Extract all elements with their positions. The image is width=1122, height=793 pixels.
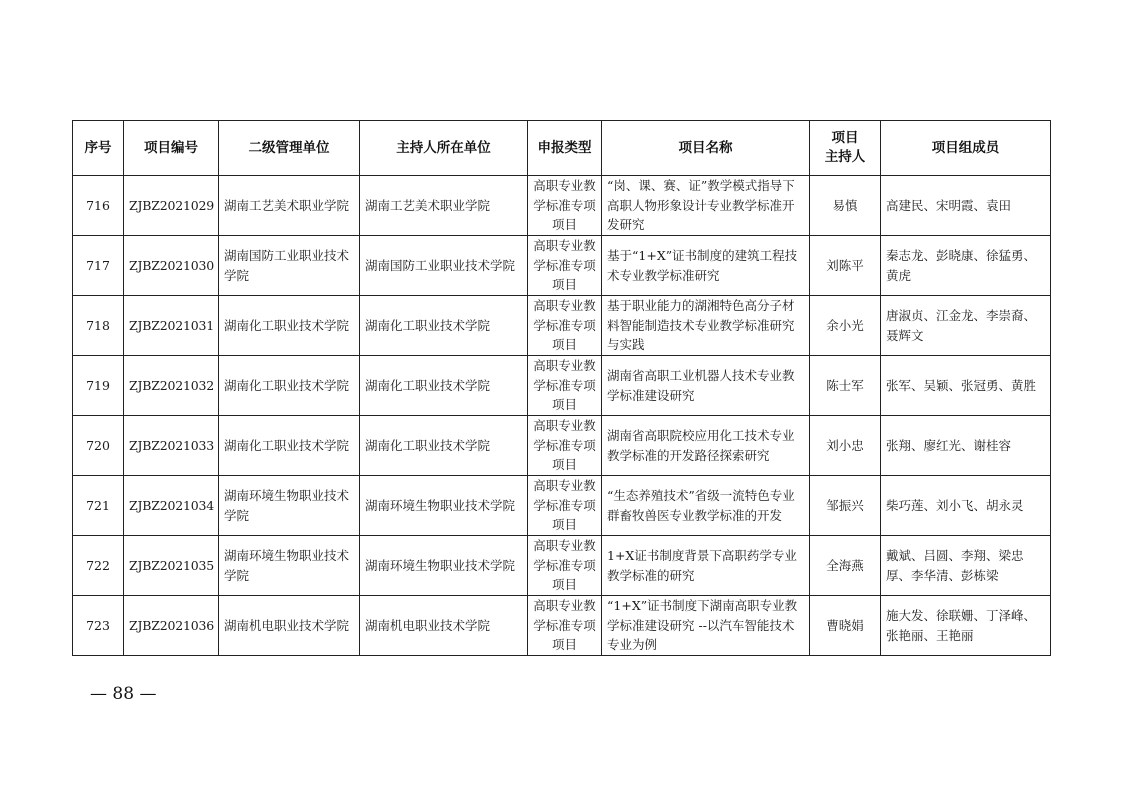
project-name-cell: 基于职业能力的湖湘特色高分子材料智能制造技术专业教学标准研究与实践 — [602, 296, 810, 356]
project-host-cell: 刘陈平 — [810, 236, 881, 296]
project-members-cell: 高建民、宋明霞、袁田 — [881, 176, 1051, 236]
header-cell: 申报类型 — [528, 121, 602, 176]
project-code-cell: ZJBZ2021030 — [124, 236, 219, 296]
management-unit-cell: 湖南化工职业技术学院 — [219, 296, 360, 356]
host-unit-cell: 湖南环境生物职业技术学院 — [360, 536, 528, 596]
application-type-cell: 高职专业教学标准专项项目 — [528, 296, 602, 356]
header-cell: 二级管理单位 — [219, 121, 360, 176]
row-number-cell: 720 — [73, 416, 124, 476]
project-code-cell: ZJBZ2021034 — [124, 476, 219, 536]
header-cell: 项目编号 — [124, 121, 219, 176]
table-row — [73, 536, 1051, 596]
host-unit-cell: 湖南环境生物职业技术学院 — [360, 476, 528, 536]
project-host-cell: 刘小忠 — [810, 416, 881, 476]
table-row — [73, 296, 1051, 356]
application-type-cell: 高职专业教学标准专项项目 — [528, 596, 602, 656]
host-unit-cell: 湖南工艺美术职业学院 — [360, 176, 528, 236]
table-row — [73, 356, 1051, 416]
host-unit-cell: 湖南机电职业技术学院 — [360, 596, 528, 656]
host-unit-cell: 湖南国防工业职业技术学院 — [360, 236, 528, 296]
management-unit-cell: 湖南化工职业技术学院 — [219, 356, 360, 416]
row-number-cell: 723 — [73, 596, 124, 656]
project-host-cell: 全海燕 — [810, 536, 881, 596]
project-members-cell: 戴斌、吕圆、李翔、梁忠厚、李华清、彭栋梁 — [881, 536, 1051, 596]
row-number-cell: 719 — [73, 356, 124, 416]
table-row — [73, 596, 1051, 656]
application-type-cell: 高职专业教学标准专项项目 — [528, 356, 602, 416]
application-type-cell: 高职专业教学标准专项项目 — [528, 176, 602, 236]
row-number-cell: 718 — [73, 296, 124, 356]
table-row — [73, 176, 1051, 236]
header-cell: 项目组成员 — [881, 121, 1051, 176]
project-name-cell: 1+X证书制度背景下高职药学专业教学标准的研究 — [602, 536, 810, 596]
project-table — [72, 120, 1051, 656]
header-cell: 项目 主持人 — [810, 121, 881, 176]
row-number-cell: 717 — [73, 236, 124, 296]
management-unit-cell: 湖南国防工业职业技术学院 — [219, 236, 360, 296]
table-row — [73, 236, 1051, 296]
project-name-cell: 基于“1+X”证书制度的建筑工程技术专业教学标准研究 — [602, 236, 810, 296]
host-unit-cell: 湖南化工职业技术学院 — [360, 416, 528, 476]
project-host-cell: 易慎 — [810, 176, 881, 236]
table-row — [73, 476, 1051, 536]
project-code-cell: ZJBZ2021035 — [124, 536, 219, 596]
header-cell: 项目名称 — [602, 121, 810, 176]
project-members-cell: 施大发、徐联姗、丁泽峰、张艳丽、王艳丽 — [881, 596, 1051, 656]
application-type-cell: 高职专业教学标准专项项目 — [528, 476, 602, 536]
project-code-cell: ZJBZ2021032 — [124, 356, 219, 416]
row-number-cell: 721 — [73, 476, 124, 536]
project-host-cell: 曹晓娟 — [810, 596, 881, 656]
management-unit-cell: 湖南环境生物职业技术学院 — [219, 536, 360, 596]
project-members-cell: 张翔、廖红光、谢桂容 — [881, 416, 1051, 476]
project-code-cell: ZJBZ2021029 — [124, 176, 219, 236]
project-code-cell: ZJBZ2021033 — [124, 416, 219, 476]
header-cell: 主持人所在单位 — [360, 121, 528, 176]
project-members-cell: 秦志龙、彭晓康、徐猛勇、黄虎 — [881, 236, 1051, 296]
application-type-cell: 高职专业教学标准专项项目 — [528, 236, 602, 296]
host-unit-cell: 湖南化工职业技术学院 — [360, 356, 528, 416]
management-unit-cell: 湖南环境生物职业技术学院 — [219, 476, 360, 536]
management-unit-cell: 湖南机电职业技术学院 — [219, 596, 360, 656]
project-host-cell: 邹振兴 — [810, 476, 881, 536]
project-code-cell: ZJBZ2021031 — [124, 296, 219, 356]
project-members-cell: 张军、吴颖、张冠勇、黄胜 — [881, 356, 1051, 416]
project-name-cell: 湖南省高职院校应用化工技术专业教学标准的开发路径探索研究 — [602, 416, 810, 476]
project-code-cell: ZJBZ2021036 — [124, 596, 219, 656]
management-unit-cell: 湖南工艺美术职业学院 — [219, 176, 360, 236]
management-unit-cell: 湖南化工职业技术学院 — [219, 416, 360, 476]
application-type-cell: 高职专业教学标准专项项目 — [528, 416, 602, 476]
table-row — [73, 416, 1051, 476]
project-host-cell: 陈士军 — [810, 356, 881, 416]
project-members-cell: 柴巧莲、刘小飞、胡永灵 — [881, 476, 1051, 536]
header-row — [73, 121, 1051, 176]
project-members-cell: 唐淑贞、江金龙、李崇裔、聂辉文 — [881, 296, 1051, 356]
host-unit-cell: 湖南化工职业技术学院 — [360, 296, 528, 356]
project-name-cell: 湖南省高职工业机器人技术专业教学标准建设研究 — [602, 356, 810, 416]
header-cell: 序号 — [73, 121, 124, 176]
row-number-cell: 716 — [73, 176, 124, 236]
project-name-cell: “生态养殖技术”省级一流特色专业群畜牧兽医专业教学标准的开发 — [602, 476, 810, 536]
project-name-cell: “1+X”证书制度下湖南高职专业教学标准建设研究 --以汽车智能技术专业为例 — [602, 596, 810, 656]
project-host-cell: 余小光 — [810, 296, 881, 356]
project-name-cell: “岗、课、赛、证”教学模式指导下高职人物形象设计专业教学标准开发研究 — [602, 176, 810, 236]
application-type-cell: 高职专业教学标准专项项目 — [528, 536, 602, 596]
page-number: — 88 — — [90, 684, 157, 704]
row-number-cell: 722 — [73, 536, 124, 596]
